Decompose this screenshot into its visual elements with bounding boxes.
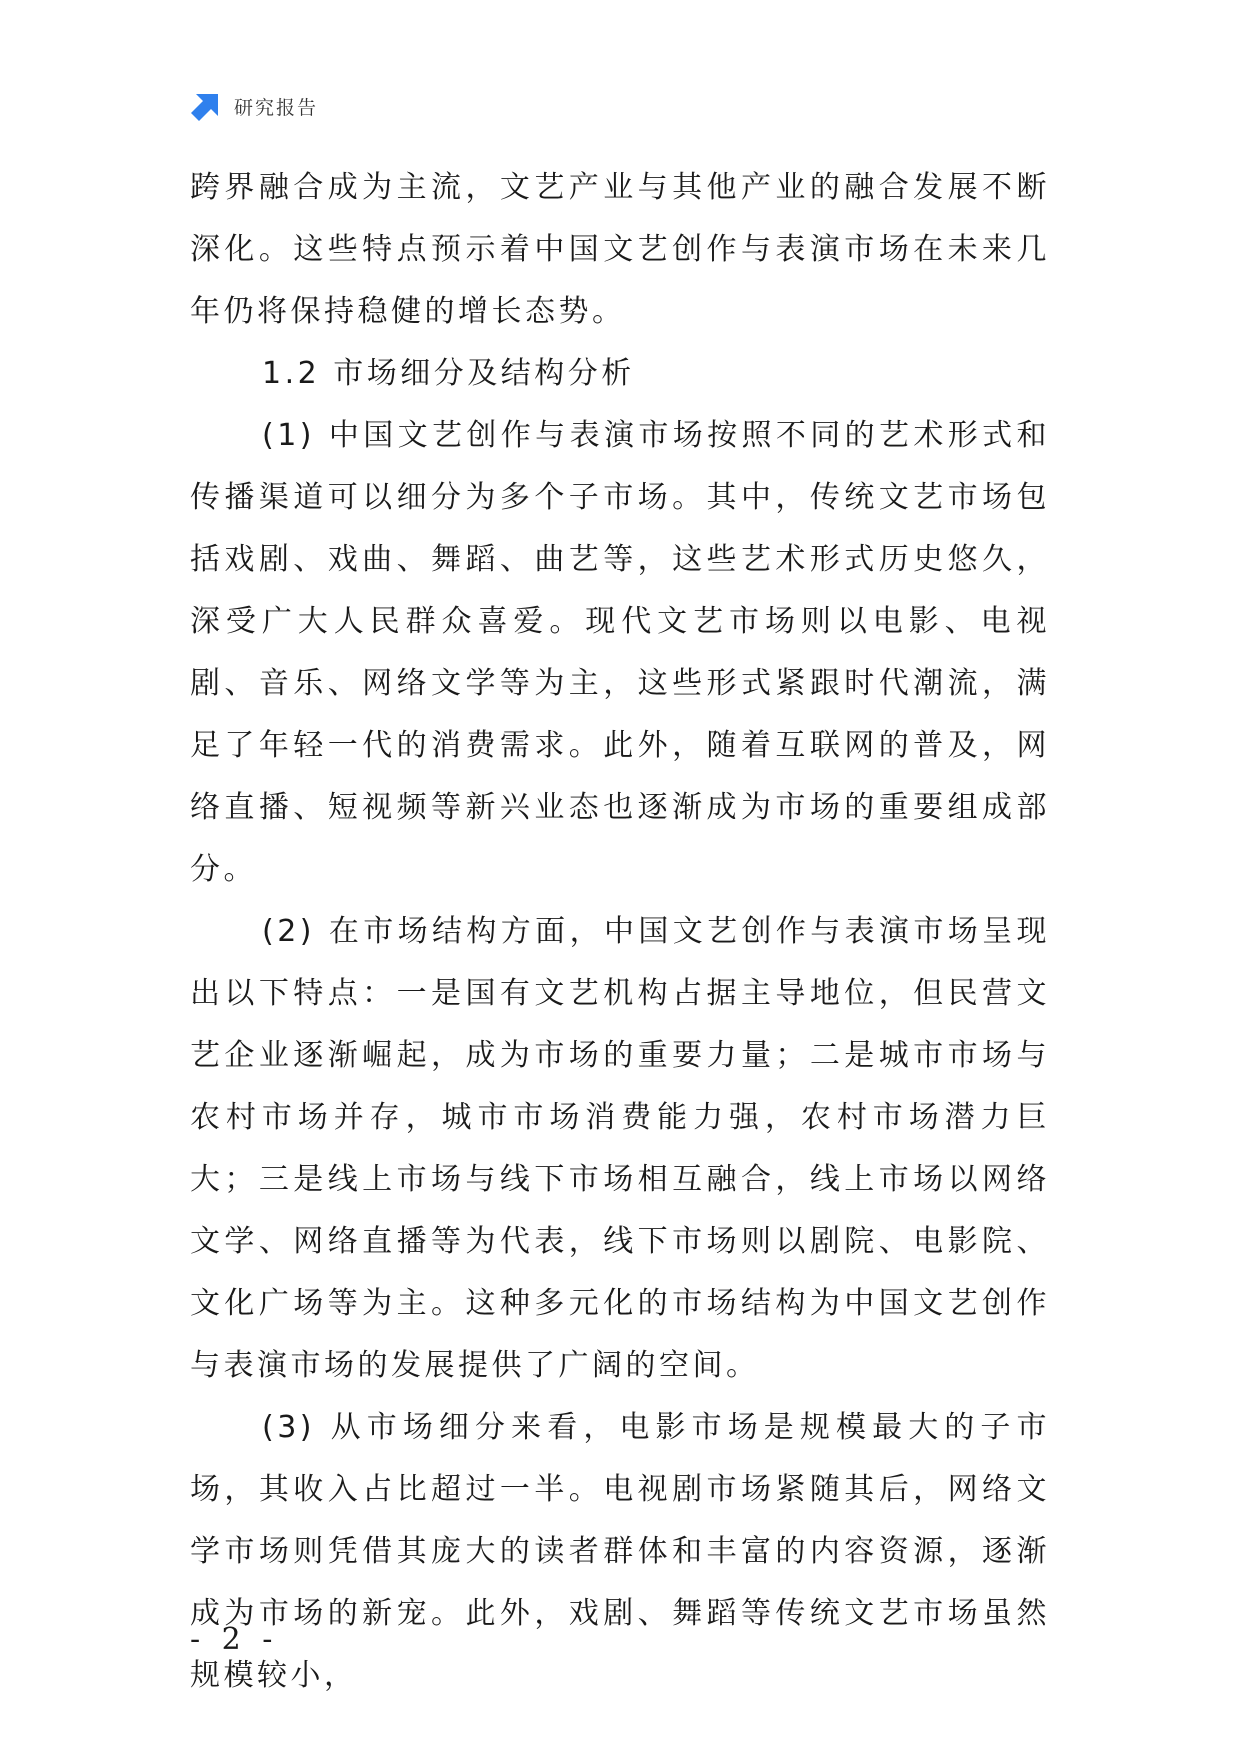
report-body bbox=[190, 157, 1050, 1707]
page-number: - 2 - bbox=[190, 1622, 279, 1657]
report-type-label: 研究报告 bbox=[234, 96, 319, 119]
paragraph-market-segments: (1) 中国文艺创作与表演市场按照不同的艺术形式和传播渠道可以细分为多个子市场。其中，传统文艺市场包括戏剧、戏曲、舞蹈、曲艺等，这些艺术形式历史悠久，深受广大人民群众喜爱。现代文艺市场则以电影、电视剧、音乐、网络文学等为主，这些形式紧跟时代潮流，满足了年轻一代的消费需求。此外，随着互联网的普及，网络直播、短视频等新兴业态也逐渐成为市场的重要组成部分。 bbox=[190, 418, 1050, 887]
paragraph-market-structure: (2) 在市场结构方面，中国文艺创作与表演市场呈现出以下特点：一是国有文艺机构占据主导地位，但民营文艺企业逐渐崛起，成为市场的重要力量；二是城市市场与农村市场并存，城市市场消费能力强，农村市场潜力巨大；三是线上市场与线下市场相互融合，线上市场以网络文学、网络直播等为代表，线下市场则以剧院、电影院、文化广场等为主。这种多元化的市场结构为中国文艺创作与表演市场的发展提供了广阔的空间。 bbox=[190, 914, 1050, 1383]
section-heading: 1.2 市场细分及结构分析 bbox=[262, 356, 635, 391]
arrow-up-right-icon bbox=[190, 90, 222, 122]
report-header bbox=[190, 88, 318, 124]
paragraph-continuation: 跨界融合成为主流，文艺产业与其他产业的融合发展不断深化。这些特点预示着中国文艺创作与表演市场在未来几年仍将保持稳健的增长态势。 bbox=[190, 170, 1050, 329]
paragraph-segment-analysis: (3) 从市场细分来看，电影市场是规模最大的子市场，其收入占比超过一半。电视剧市场紧随其后，网络文学市场则凭借其庞大的读者群体和丰富的内容资源，逐渐成为市场的新宠。此外，戏剧、舞蹈等传统文艺市场虽然规模较小， bbox=[190, 1410, 1050, 1693]
